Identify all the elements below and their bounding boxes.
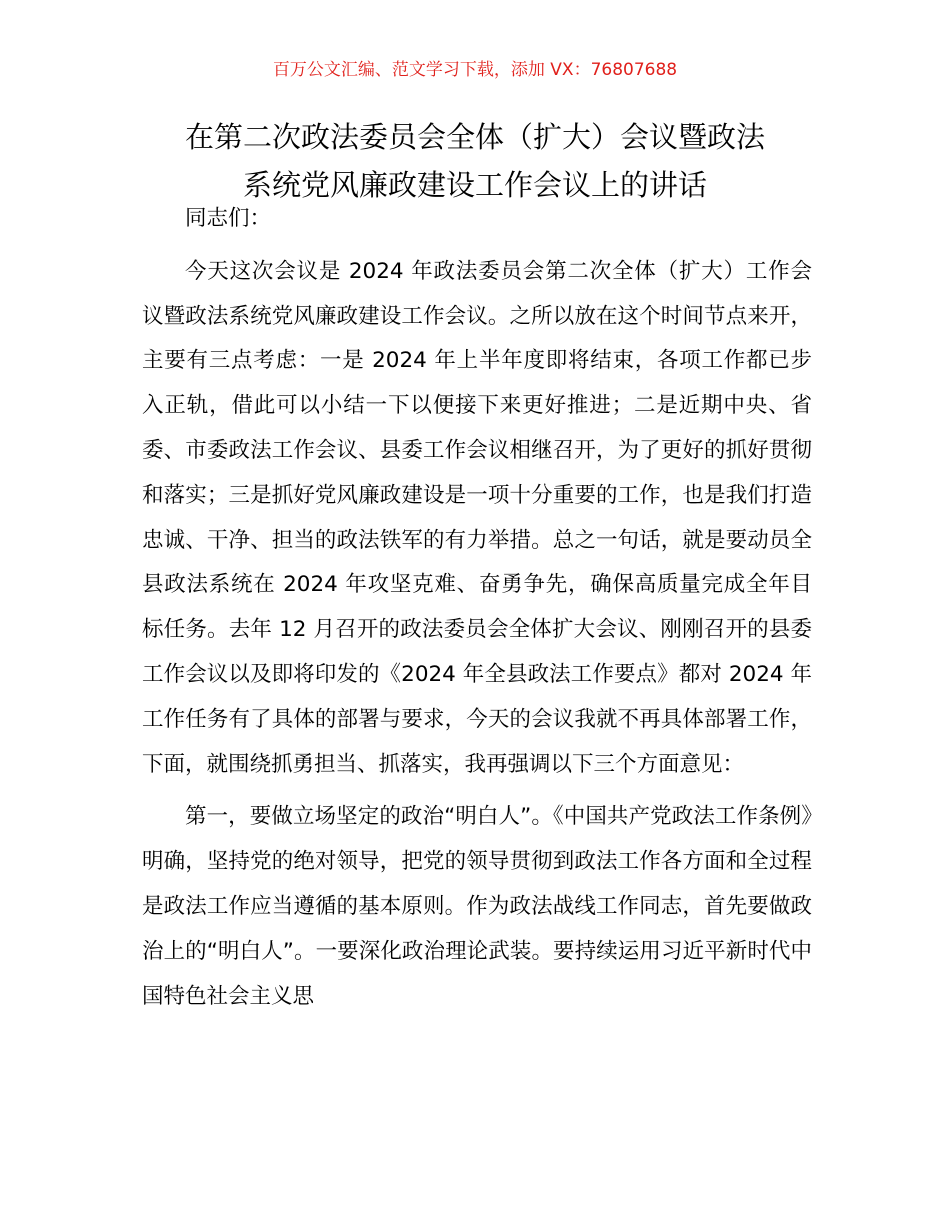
document-title-line-1: 在第二次政法委员会全体（扩大）会议暨政法 [184, 120, 765, 154]
download-promo-note: 百万公文汇编、范文学习下载，添加 VX：76807688 [272, 60, 678, 80]
paragraph-point-one: 第一，要做立场坚定的政治“明白人”。《中国共产党政法工作条例》明确，坚持党的绝对领导，把党的领导贯彻到政法工作各方面和全过程是政法工作应当遵循的基本原则。作为政法战线工作同志，首先要做政治上的“明白人”。一要深化政治理论武装。要持续运用习近平新时代中国特色社会主义思 [142, 804, 812, 1009]
paragraph-opening: 今天这次会议是 2024 年政法委员会第二次全体（扩大）工作会议暨政法系统党风廉政建设工作会议。之所以放在这个时间节点来开，主要有三点考虑：一是 2024 年上半年度即将结束，各项工作都已步入正轨，借此可以小结一下以便接下来更好推进；二是近期中央、省委、市委政法工作会议、县委工作会议相继召开，为了更好的抓好贯彻和落实；三是抓好党风廉政建设是一项十分重要的工作，也是我们打造忠诚、干净、担当的政法铁军的有力举措。总之一句话，就是要动员全县政法系统在 2024 年攻坚克难、奋勇争先，确保高质量完成全年目标任务。去年 12 月召开的政法委员会全体扩大会议、刚刚召开的县委工作会议以及即将印发的《2024 年全县政法工作要点》都对 2024 年工作任务有了具体的部署与要求，今天的会议我就不再具体部署工作，下面，就围绕抓勇担当、抓落实，我再强调以下三个方面意见： [142, 258, 812, 777]
document-title [100, 113, 850, 209]
salutation: 同志们： [185, 206, 272, 231]
document-body [142, 197, 812, 1019]
document-title-line-2: 系统党风廉政建设工作会议上的讲话 [242, 168, 707, 202]
